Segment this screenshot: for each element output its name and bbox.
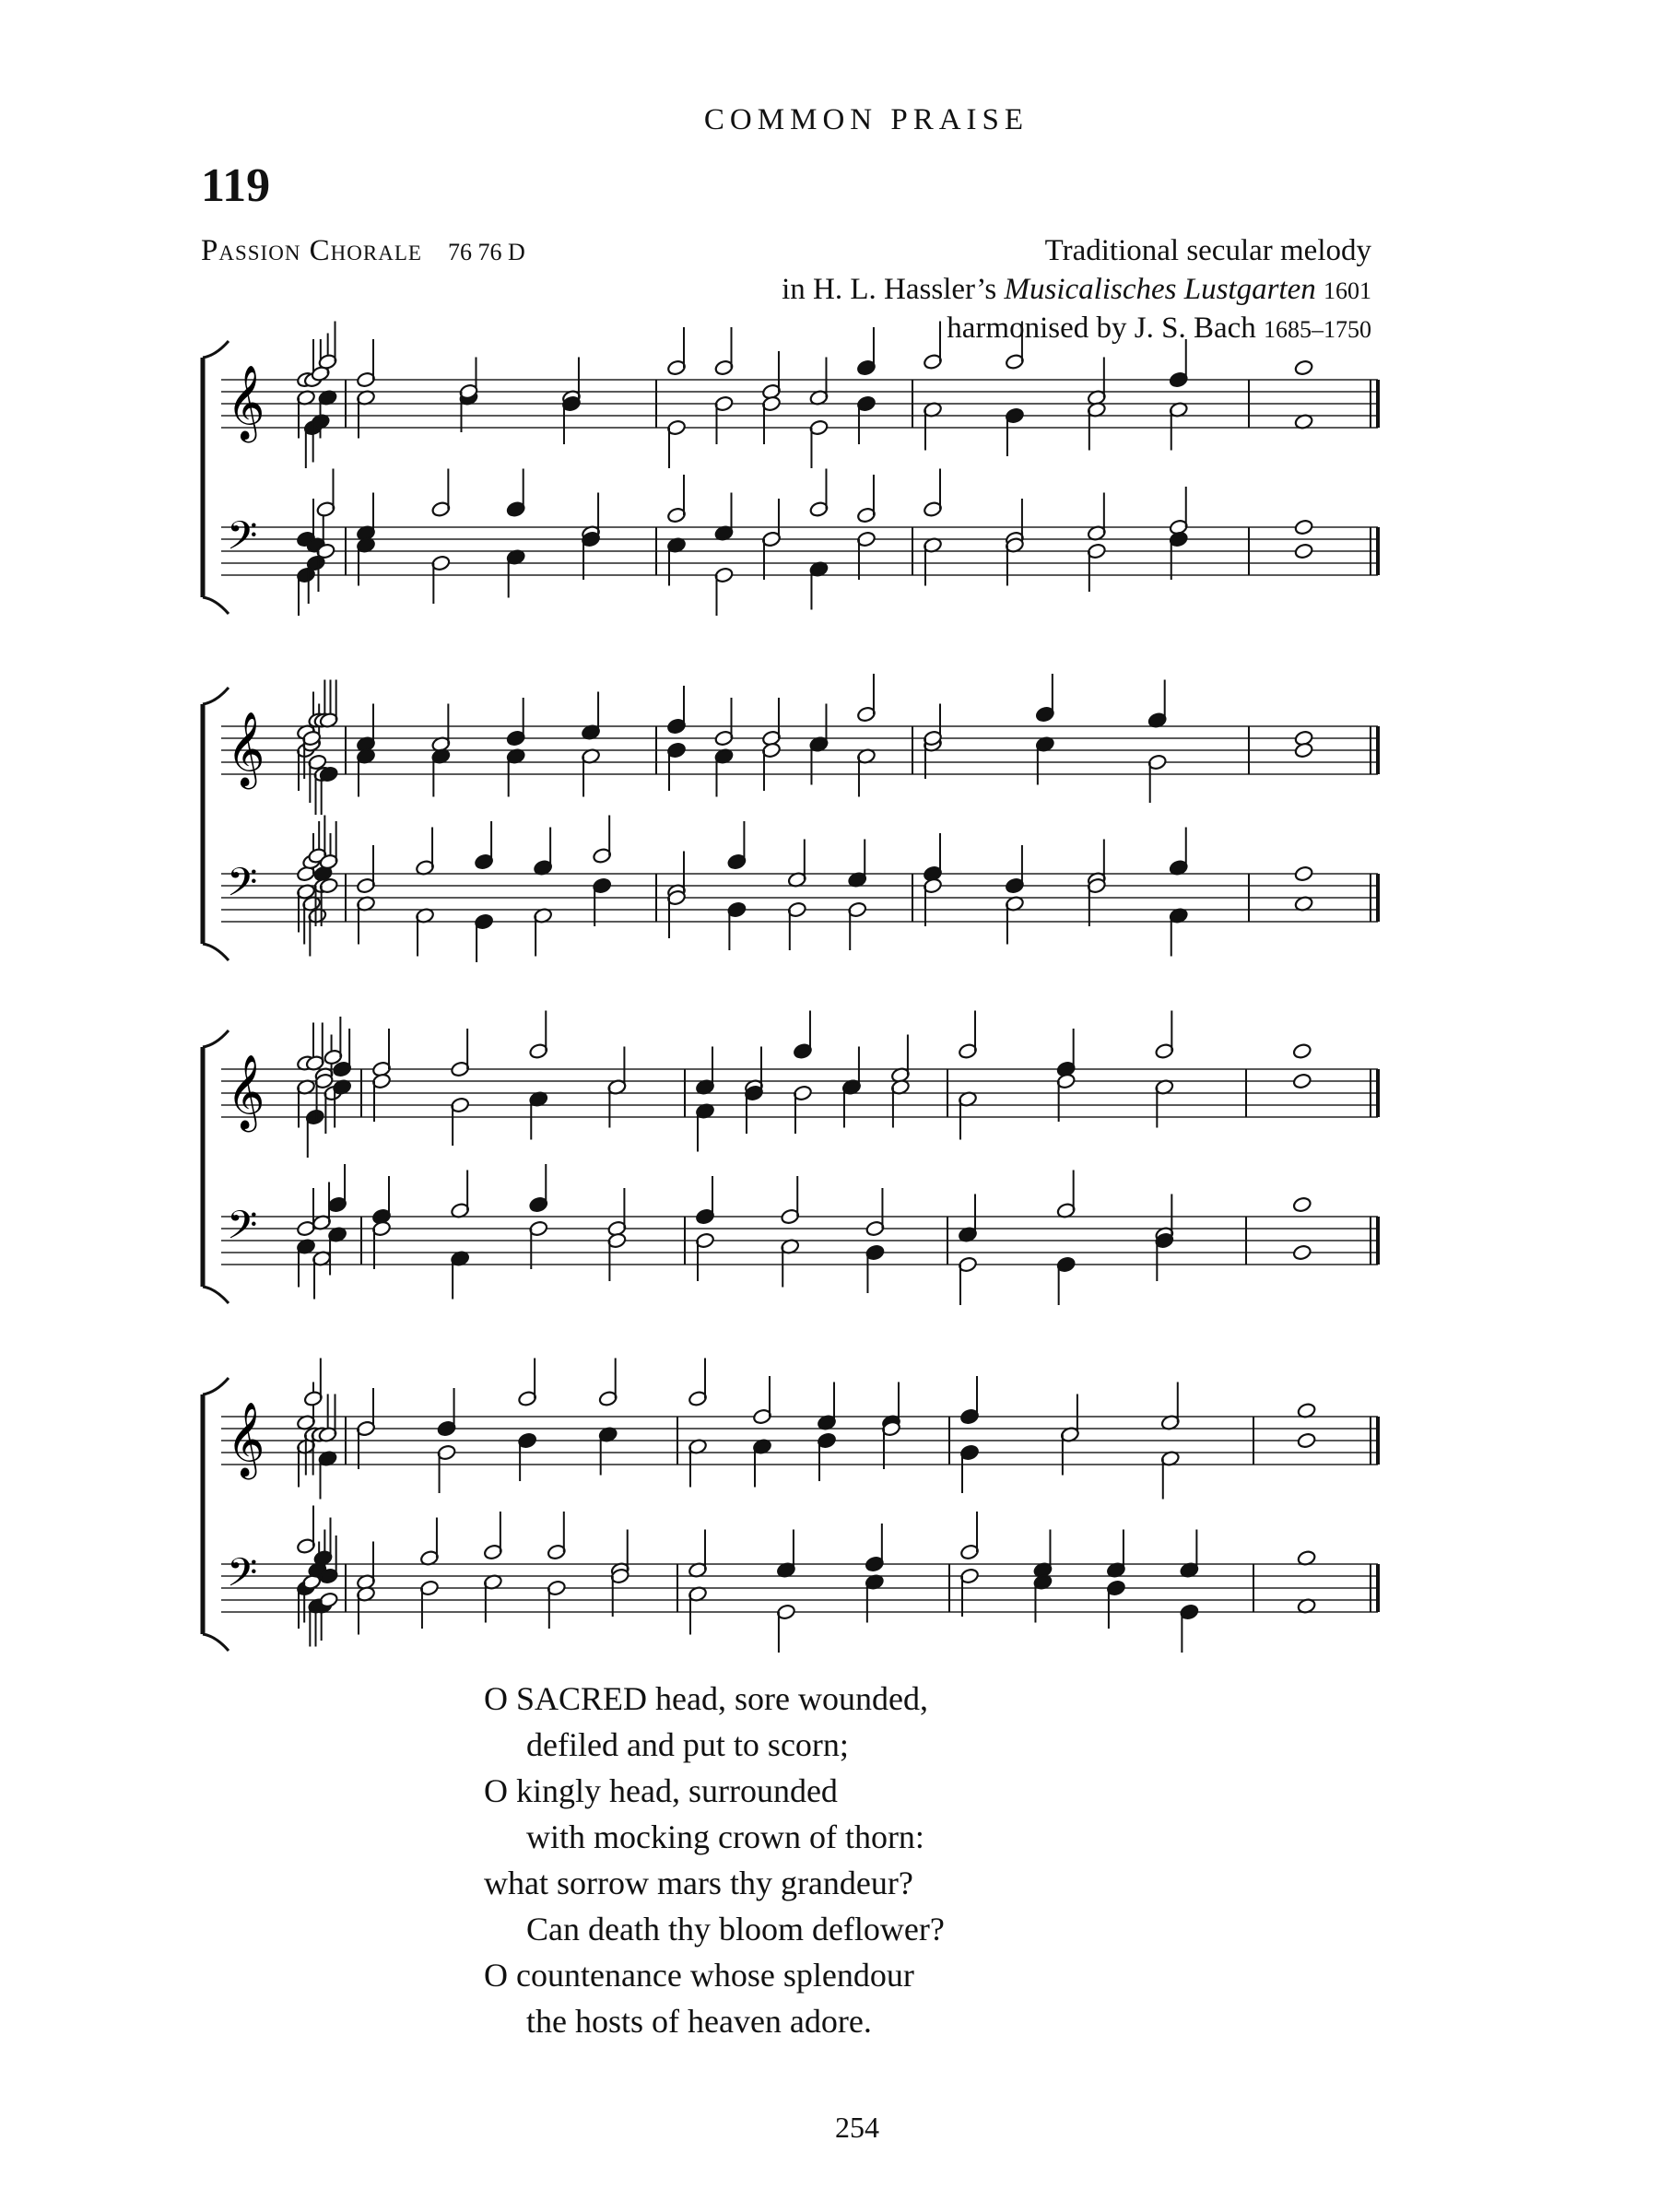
tune-meter: 76 76 D bbox=[447, 239, 525, 265]
attribution-source-title: Musicalisches Lustgarten bbox=[1004, 273, 1316, 306]
notehead bbox=[1297, 1432, 1316, 1449]
verse-line: O SACRED head, sore wounded, bbox=[484, 1680, 928, 1717]
system-bracket bbox=[203, 1634, 229, 1651]
verse-line: with mocking crown of thorn: bbox=[526, 1818, 924, 1855]
notehead bbox=[1292, 1073, 1312, 1089]
notehead bbox=[1294, 519, 1313, 535]
system-bracket bbox=[203, 341, 229, 358]
treble-clef: 𝄞 bbox=[227, 1401, 265, 1477]
verse-line: Can death thy bloom deflower? bbox=[526, 1911, 945, 1947]
attribution-harmoniser-dates: 1685–1750 bbox=[1264, 316, 1371, 343]
verse-line: O kingly head, surrounded bbox=[484, 1772, 838, 1809]
notehead bbox=[1294, 543, 1313, 559]
bass-clef: 𝄢 bbox=[227, 513, 258, 569]
system-bracket bbox=[203, 597, 229, 614]
notehead bbox=[1294, 742, 1313, 759]
attribution-source-prefix: in H. L. Hassler’s bbox=[782, 273, 1005, 306]
attribution-harmoniser: harmonised by J. S. Bach bbox=[947, 312, 1256, 345]
system-bracket bbox=[203, 1378, 229, 1394]
system-bracket bbox=[203, 1030, 229, 1047]
bass-clef: 𝄢 bbox=[227, 1203, 258, 1258]
hymn-number: 119 bbox=[201, 159, 271, 212]
notehead bbox=[1292, 1042, 1312, 1059]
notehead bbox=[1292, 1244, 1312, 1261]
hymn-verse bbox=[484, 1676, 945, 2044]
tune-name: Passion Chorale bbox=[201, 234, 422, 267]
treble-clef: 𝄞 bbox=[227, 711, 265, 786]
system-bracket bbox=[203, 944, 229, 960]
verse-line: what sorrow mars thy grandeur? bbox=[484, 1865, 913, 1901]
page-number: 254 bbox=[835, 2111, 879, 2144]
treble-clef: 𝄞 bbox=[227, 364, 265, 440]
verse-line: defiled and put to scorn; bbox=[526, 1726, 849, 1763]
bass-clef: 𝄢 bbox=[227, 860, 258, 915]
attribution-source-year: 1601 bbox=[1324, 277, 1371, 304]
notehead bbox=[1292, 1196, 1312, 1213]
notehead bbox=[1294, 359, 1313, 376]
running-head: COMMON PRAISE bbox=[703, 103, 1030, 136]
verse-line: the hosts of heaven adore. bbox=[526, 2003, 872, 2040]
treble-clef: 𝄞 bbox=[227, 1053, 265, 1129]
system-bracket bbox=[203, 688, 229, 704]
verse-line: O countenance whose splendour bbox=[484, 1957, 914, 1994]
system-bracket bbox=[203, 1287, 229, 1303]
attribution-line-1: Traditional secular melody bbox=[1044, 234, 1371, 267]
bass-clef: 𝄢 bbox=[227, 1550, 258, 1606]
notehead bbox=[1294, 865, 1313, 882]
